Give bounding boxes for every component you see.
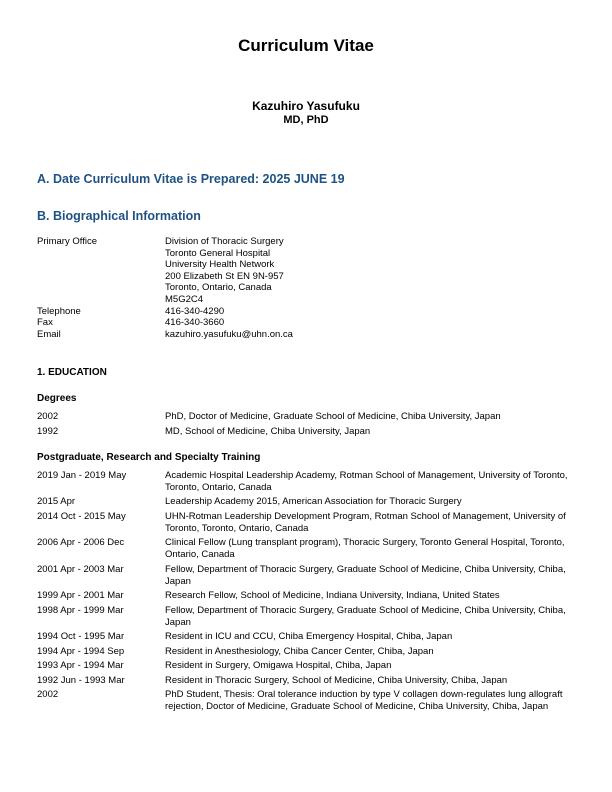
training-description: Fellow, Department of Thoracic Surgery, Graduate School of Medicine, Chiba University, Chiba, Japan — [165, 563, 566, 587]
bio-address-line: Toronto General Hospital — [165, 247, 271, 259]
training-row — [37, 511, 575, 535]
training-date: 1994 Oct - 1995 Mar — [37, 631, 125, 643]
training-description: Academic Hospital Leadership Academy, Rotman School of Management, University of Toronto, Toronto, Ontario, Canada — [165, 469, 568, 493]
training-list — [37, 470, 575, 714]
biographical-info — [37, 236, 575, 340]
training-date: 2015 Apr — [37, 496, 76, 508]
bio-row-telephone — [37, 306, 575, 318]
training-description: Leadership Academy 2015, American Association for Thoracic Surgery — [165, 496, 462, 508]
training-description: Clinical Fellow (Lung transplant program), Thoracic Surgery, Toronto General Hospital, Toronto, Ontario, Canada — [165, 537, 565, 561]
section-a-heading: A. Date Curriculum Vitae is Prepared: 2025 JUNE 19 — [37, 172, 345, 186]
training-row — [37, 675, 575, 687]
degree-description: PhD, Doctor of Medicine, Graduate School of Medicine, Chiba University, Japan — [165, 411, 501, 423]
training-description: Resident in Thoracic Surgery, School of Medicine, Chiba University, Chiba, Japan — [165, 674, 508, 686]
training-date: 1994 Apr - 1994 Sep — [37, 645, 125, 657]
training-date: 1998 Apr - 1999 Mar — [37, 604, 124, 616]
bio-value — [165, 236, 575, 306]
bio-address-line: M5G2C4 — [165, 293, 204, 305]
training-date: 2019 Jan - 2019 May — [37, 469, 127, 481]
degrees-list — [37, 411, 575, 438]
bio-address-line: Division of Thoracic Surgery — [165, 236, 284, 247]
bio-row-fax — [37, 317, 575, 329]
author-block — [37, 99, 575, 127]
training-description: Resident in Anesthesiology, Chiba Cancer Center, Chiba, Japan — [165, 645, 434, 657]
training-row — [37, 470, 575, 494]
training-date: 2002 — [37, 689, 59, 701]
training-description: Resident in Surgery, Omigawa Hospital, Chiba, Japan — [165, 660, 392, 672]
degree-description: MD, School of Medicine, Chiba University, Japan — [165, 425, 371, 437]
training-row — [37, 689, 575, 713]
section-b-heading: B. Biographical Information — [37, 209, 201, 223]
training-row — [37, 660, 575, 672]
bio-value: 416-340-3660 — [165, 317, 225, 329]
training-description: Research Fellow, School of Medicine, Indiana University, Indiana, United States — [165, 590, 500, 602]
author-credentials: MD, PhD — [283, 114, 329, 126]
training-row — [37, 537, 575, 561]
postgraduate-heading: Postgraduate, Research and Specialty Training — [37, 451, 261, 463]
bio-label: Email — [37, 328, 61, 340]
training-row — [37, 631, 575, 643]
training-row — [37, 646, 575, 658]
degrees-heading: Degrees — [37, 393, 77, 405]
training-date: 2014 Oct - 2015 May — [37, 510, 126, 522]
training-date: 1999 Apr - 2001 Mar — [37, 590, 124, 602]
training-row — [37, 590, 575, 602]
training-date: 1992 Jun - 1993 Mar — [37, 674, 125, 686]
training-row — [37, 564, 575, 588]
bio-label: Primary Office — [37, 236, 98, 247]
training-row — [37, 605, 575, 629]
training-description: Fellow, Department of Thoracic Surgery, Graduate School of Medicine, Chiba University, Chiba, Japan — [165, 604, 566, 628]
training-row — [37, 496, 575, 508]
author-name: Kazuhiro Yasufuku — [252, 99, 360, 113]
degree-date: 1992 — [37, 425, 59, 437]
bio-row-primary-office — [37, 236, 575, 306]
bio-address-line: Toronto, Ontario, Canada — [165, 282, 272, 294]
training-date: 1993 Apr - 1994 Mar — [37, 660, 124, 672]
degree-row — [37, 411, 575, 423]
training-description: UHN-Rotman Leadership Development Program, Rotman School of Management, University of Toronto, Toronto, Ontario, Canada — [165, 510, 566, 534]
bio-value-email: kazuhiro.yasufuku@uhn.on.ca — [165, 328, 293, 340]
bio-label: Fax — [37, 317, 53, 329]
education-heading: 1. EDUCATION — [37, 367, 107, 379]
training-date: 2001 Apr - 2003 Mar — [37, 563, 124, 575]
bio-value: 416-340-4290 — [165, 305, 225, 317]
bio-address-line: 200 Elizabeth St EN 9N-957 — [165, 270, 284, 282]
document-title: Curriculum Vitae — [238, 36, 374, 55]
degree-row — [37, 426, 575, 438]
bio-address-line: University Health Network — [165, 259, 275, 271]
degree-date: 2002 — [37, 411, 59, 423]
training-description: Resident in ICU and CCU, Chiba Emergency Hospital, Chiba, Japan — [165, 631, 453, 643]
bio-row-email — [37, 329, 575, 341]
training-date: 2006 Apr - 2006 Dec — [37, 537, 125, 549]
bio-label: Telephone — [37, 305, 81, 317]
training-description: PhD Student, Thesis: Oral tolerance induction by type V collagen down-regulates lung allograft rejection, Doctor of Medicine, Graduate School of Medicine, Chiba University, Chiba, Japan — [165, 689, 563, 713]
